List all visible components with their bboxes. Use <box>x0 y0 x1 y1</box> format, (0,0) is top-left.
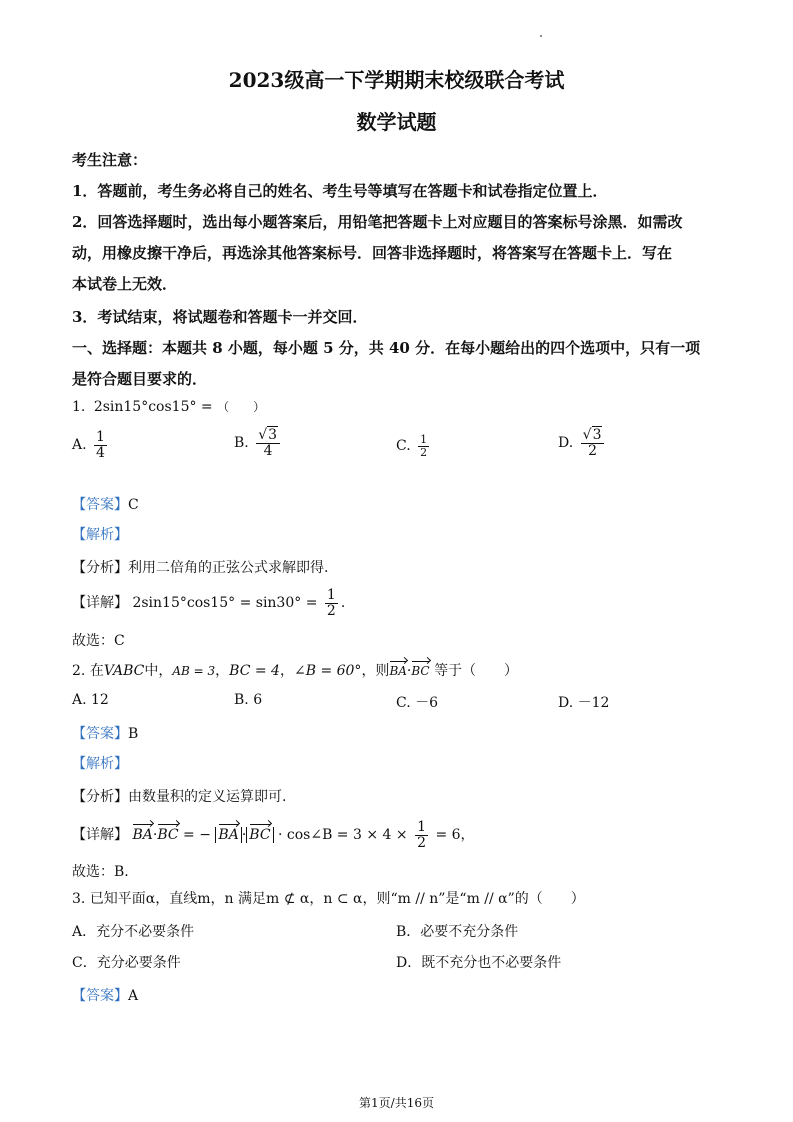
option-d-fraction <box>581 428 605 458</box>
section-1-heading-line-2: 是符合题目要求的． <box>72 370 208 388</box>
option-c-fraction <box>418 434 429 458</box>
question-3-option-b: B．必要不充分条件 <box>396 924 519 940</box>
question-3-option-c: C．充分必要条件 <box>72 955 181 971</box>
option-a-fraction <box>94 430 107 460</box>
question-3-text: 已知平面α，直线m，n 满足m ⊄ α，n ⊂ α，则“m // n”是“m // α”的（ ） <box>89 891 585 907</box>
question-2-option-d: D. －12 <box>558 695 610 711</box>
question-1-analysis-label: 【解析】 <box>72 527 128 543</box>
question-1-expression: 2sin15°cos15° = <box>93 399 213 415</box>
option-b-fraction <box>256 428 280 458</box>
question-3-option-d: D．既不充分也不必要条件 <box>396 955 562 971</box>
section-1-heading-line-1: 一、选择题：本题共 8 小题，每小题 5 分，共 40 分．在每小题给出的四个选项中，只有一项 <box>72 339 701 357</box>
answer-value: B <box>128 726 139 742</box>
question-2-option-c: C. －6 <box>396 695 439 711</box>
question-1-option-b <box>234 428 283 458</box>
question-1-option-c <box>396 434 432 458</box>
vector-ba: BA <box>389 664 407 678</box>
option-c-numerator: 1 <box>420 433 428 446</box>
detail-fraction <box>415 820 428 850</box>
stem-bc: BC = 4 <box>229 663 280 679</box>
detail-label: 【详解】 <box>72 827 128 844</box>
fenxi-text: 由数量积的定义运算即可. <box>128 789 287 805</box>
notice-item-2-line-1: 2．回答选择题时，选出每小题答案后，用铅笔把答题卡上对应题目的答案标号涂黑．如需改 <box>72 213 683 231</box>
detail-fraction <box>325 588 338 618</box>
answer-label: 【答案】 <box>72 988 128 1004</box>
option-b-numerator <box>256 428 280 444</box>
triangle-symbol: VABC <box>103 663 145 679</box>
question-1-answer <box>72 494 139 514</box>
exam-title: 2023级高一下学期期末校级联合考试 <box>228 68 565 92</box>
option-c-label: C. <box>396 438 411 455</box>
question-1-option-a <box>72 430 110 460</box>
answer-value: A <box>128 988 139 1004</box>
vector-bc: BC <box>249 827 271 844</box>
option-b-denominator: 4 <box>263 442 273 459</box>
abs-bc <box>246 827 273 843</box>
option-a-numerator: 1 <box>96 429 105 445</box>
question-2-fenxi <box>72 786 286 806</box>
option-d-label: D. <box>558 435 574 452</box>
sqrt-symbol: √3 <box>582 427 602 443</box>
answer-label: 【答案】 <box>72 497 128 513</box>
vector-ba: BA <box>132 827 153 844</box>
question-1-choose: 故选：C <box>72 633 125 649</box>
dot-operator: · <box>406 663 412 679</box>
question-1-number: 1. <box>72 399 86 415</box>
question-2-answer <box>72 723 138 743</box>
fenxi-label: 【分析】 <box>72 789 128 805</box>
question-2-option-b: B. 6 <box>234 692 263 708</box>
notice-item-1: 1．答题前，考生务必将自己的姓名、考生号等填写在答题卡和试卷指定位置上． <box>72 182 608 200</box>
question-2-number: 2. <box>72 663 86 679</box>
question-3-answer <box>72 985 138 1005</box>
stem-text: 等于（ ） <box>434 663 519 679</box>
question-2-choose: 故选：B. <box>72 864 129 880</box>
question-3-number: 3. <box>72 891 86 907</box>
notice-heading: 考生注意： <box>72 151 148 169</box>
question-2-option-a: A. 12 <box>72 692 109 708</box>
detail-end: = 6， <box>435 827 475 844</box>
detail-numerator: 1 <box>326 587 336 603</box>
detail-numerator: 1 <box>417 819 426 835</box>
detail-end: . <box>340 595 346 612</box>
vector-ba: BA <box>218 827 239 844</box>
option-d-denominator: 2 <box>588 442 598 459</box>
option-a-label: A. <box>72 437 87 454</box>
detail-equals: = − <box>183 827 211 844</box>
abs-ba <box>215 827 241 843</box>
dot-operator: · <box>241 827 247 844</box>
notice-item-2-line-3: 本试卷上无效． <box>72 275 178 293</box>
stem-text: 中， <box>144 663 173 679</box>
answer-label: 【答案】 <box>72 726 128 742</box>
stem-ab: AB = 3 <box>172 664 216 678</box>
exam-subtitle: 数学试题 <box>356 110 437 134</box>
detail-denominator: 2 <box>417 834 426 851</box>
vector-bc: BC <box>411 664 430 678</box>
notice-item-3: 3．考试结束，将试题卷和答题卡一并交回． <box>72 308 368 326</box>
fenxi-label: 【分析】 <box>72 560 128 576</box>
question-2-stem <box>72 660 518 680</box>
answer-value: C <box>128 497 139 513</box>
option-d-radicand: 3 <box>592 427 602 443</box>
option-d-numerator <box>581 428 605 444</box>
option-c-denominator: 2 <box>420 445 428 459</box>
notice-item-2-line-2: 动，用橡皮擦干净后，再选涂其他答案标号．回答非选择题时，将答案写在答题卡上．写在 <box>72 244 673 262</box>
question-1-option-d <box>558 428 607 458</box>
fenxi-text: 利用二倍角的正弦公式求解即得. <box>128 560 329 576</box>
question-3-option-a: A．充分不必要条件 <box>72 924 195 940</box>
vector-bc: BC <box>157 827 179 844</box>
stem-angle: ∠B = 60° <box>293 663 362 679</box>
option-b-label: B. <box>234 435 249 452</box>
question-2-analysis-label: 【解析】 <box>72 756 128 772</box>
stem-text: ，则 <box>361 663 390 679</box>
question-3-stem <box>72 888 585 908</box>
stem-text: ， <box>215 663 230 679</box>
detail-cos: · cos∠B = 3 × 4 × <box>277 827 408 844</box>
question-1-fenxi <box>72 557 328 577</box>
question-1-stem <box>72 398 265 415</box>
page-footer: 第1页/共16页 <box>359 1096 434 1110</box>
stem-text: 在 <box>89 663 104 679</box>
option-b-radicand: 3 <box>268 427 278 443</box>
detail-denominator: 2 <box>326 602 336 619</box>
question-2-detail <box>72 820 475 850</box>
sqrt-symbol: √3 <box>258 427 278 443</box>
option-a-denominator: 4 <box>96 444 105 461</box>
question-1-paren: （ ） <box>217 400 266 414</box>
detail-expression: 2sin15°cos15° = sin30° = <box>132 595 318 612</box>
question-1-detail <box>72 588 345 618</box>
dot-operator: · <box>152 827 158 844</box>
corner-dot <box>540 35 542 37</box>
stem-text: ， <box>279 663 294 679</box>
detail-label: 【详解】 <box>72 595 128 612</box>
